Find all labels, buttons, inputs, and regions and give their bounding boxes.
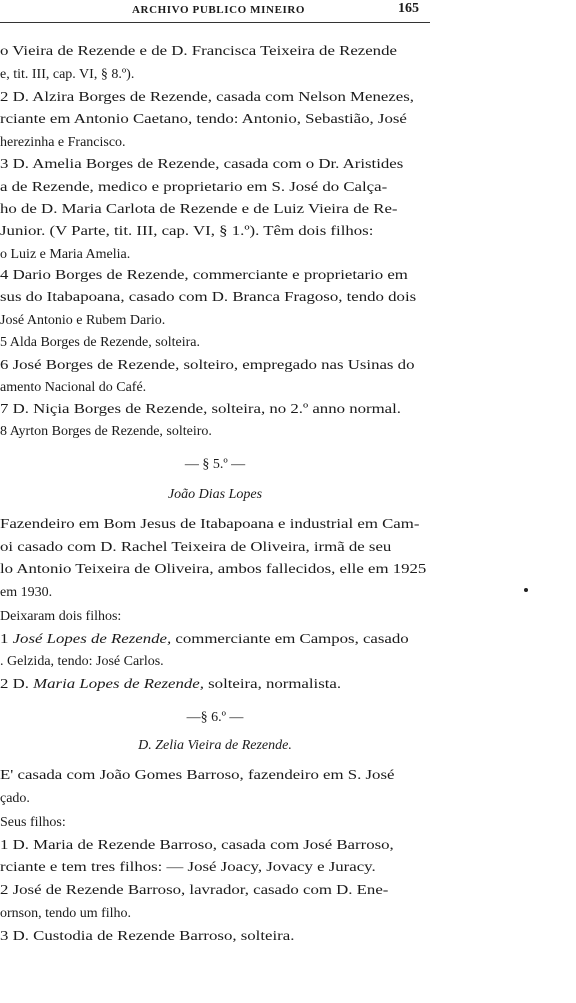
- list-item: [0, 677, 341, 693]
- item-number: 1: [0, 632, 9, 647]
- text-line: rciante e tem tres filhos: — José Joacy, Jovacy e Juracy.: [0, 860, 376, 875]
- item-name: José Lopes de Rezende,: [12, 632, 172, 647]
- item-name: Maria Lopes de Rezende,: [33, 677, 204, 692]
- text-line: 2 D. Alzira Borges de Rezende, casada com Nelson Menezes,: [0, 90, 414, 105]
- text-line: 3 D. Custodia de Rezende Barroso, solteira.: [0, 929, 295, 944]
- item-text: commerciante em Campos, casado: [171, 632, 409, 647]
- list-item: [0, 632, 409, 648]
- text-line: 5 Alda Borges de Rezende, solteira.: [0, 335, 200, 350]
- text-line: rciante em Antonio Caetano, tendo: Antonio, Sebastião, José: [0, 112, 407, 127]
- text-line: herezinha e Francisco.: [0, 135, 126, 150]
- text-line: Junior. (V Parte, tit. III, cap. VI, § 1.º). Têm dois filhos:: [0, 224, 374, 239]
- text-line: o Luiz e Maria Amelia.: [0, 247, 131, 262]
- text-line: 3 D. Amelia Borges de Rezende, casada com o Dr. Aristides: [0, 157, 404, 172]
- text-line: çado.: [0, 791, 30, 806]
- text-line: 6 José Borges de Rezende, solteiro, empregado nas Usinas do: [0, 358, 415, 373]
- text-line: 1 D. Maria de Rezende Barroso, casada com José Barroso,: [0, 838, 394, 853]
- text-line: 2 José de Rezende Barroso, lavrador, casado com D. Ene-: [0, 883, 389, 898]
- section-title: D. Zelia Vieira de Rezende.: [138, 738, 292, 753]
- page-number: 165: [398, 1, 419, 16]
- page-header: [0, 0, 430, 23]
- text-line: ho de D. Maria Carlota de Rezende e de Luiz Vieira de Re-: [0, 202, 398, 217]
- text-line: o Vieira de Rezende e de D. Francisca Teixeira de Rezende: [0, 44, 397, 59]
- text-line: 7 D. Niçia Borges de Rezende, solteira, no 2.º anno normal.: [0, 402, 402, 417]
- text-line: lo Antonio Teixeira de Oliveira, ambos fallecidos, elle em 1925: [0, 562, 427, 577]
- text-line: e, tit. III, cap. VI, § 8.º).: [0, 67, 135, 82]
- text-line: Seus filhos:: [0, 815, 66, 830]
- text-line: E' casada com João Gomes Barroso, fazendeiro em S. José: [0, 768, 395, 783]
- text-line: Deixaram dois filhos:: [0, 609, 122, 624]
- section-title: João Dias Lopes: [167, 487, 263, 502]
- text-line: em 1930.: [0, 585, 53, 600]
- ink-speck: [524, 588, 528, 592]
- text-line: oi casado com D. Rachel Teixeira de Oliveira, irmã de seu: [0, 540, 392, 555]
- text-line: ornson, tendo um filho.: [0, 906, 132, 921]
- section-heading: — § 5.º —: [184, 457, 246, 472]
- section-heading: —§ 6.º —: [186, 710, 244, 725]
- item-number: 2 D.: [0, 677, 29, 692]
- text-line: sus do Itabapoana, casado com D. Branca Fragoso, tendo dois: [0, 290, 417, 305]
- text-line: 8 Ayrton Borges de Rezende, solteiro.: [0, 424, 212, 439]
- text-line: Fazendeiro em Bom Jesus de Itabapoana e industrial em Cam-: [0, 517, 420, 532]
- text-line: a de Rezende, medico e proprietario em S. José do Calça-: [0, 180, 388, 195]
- text-line: amento Nacional do Café.: [0, 380, 147, 395]
- text-line: . Gelzida, tendo: José Carlos.: [0, 654, 164, 669]
- text-line: 4 Dario Borges de Rezende, commerciante e proprietario em: [0, 268, 408, 283]
- item-text: solteira, normalista.: [203, 677, 342, 692]
- running-title: ARCHIVO PUBLICO MINEIRO: [132, 4, 306, 16]
- text-line: José Antonio e Rubem Dario.: [0, 313, 166, 328]
